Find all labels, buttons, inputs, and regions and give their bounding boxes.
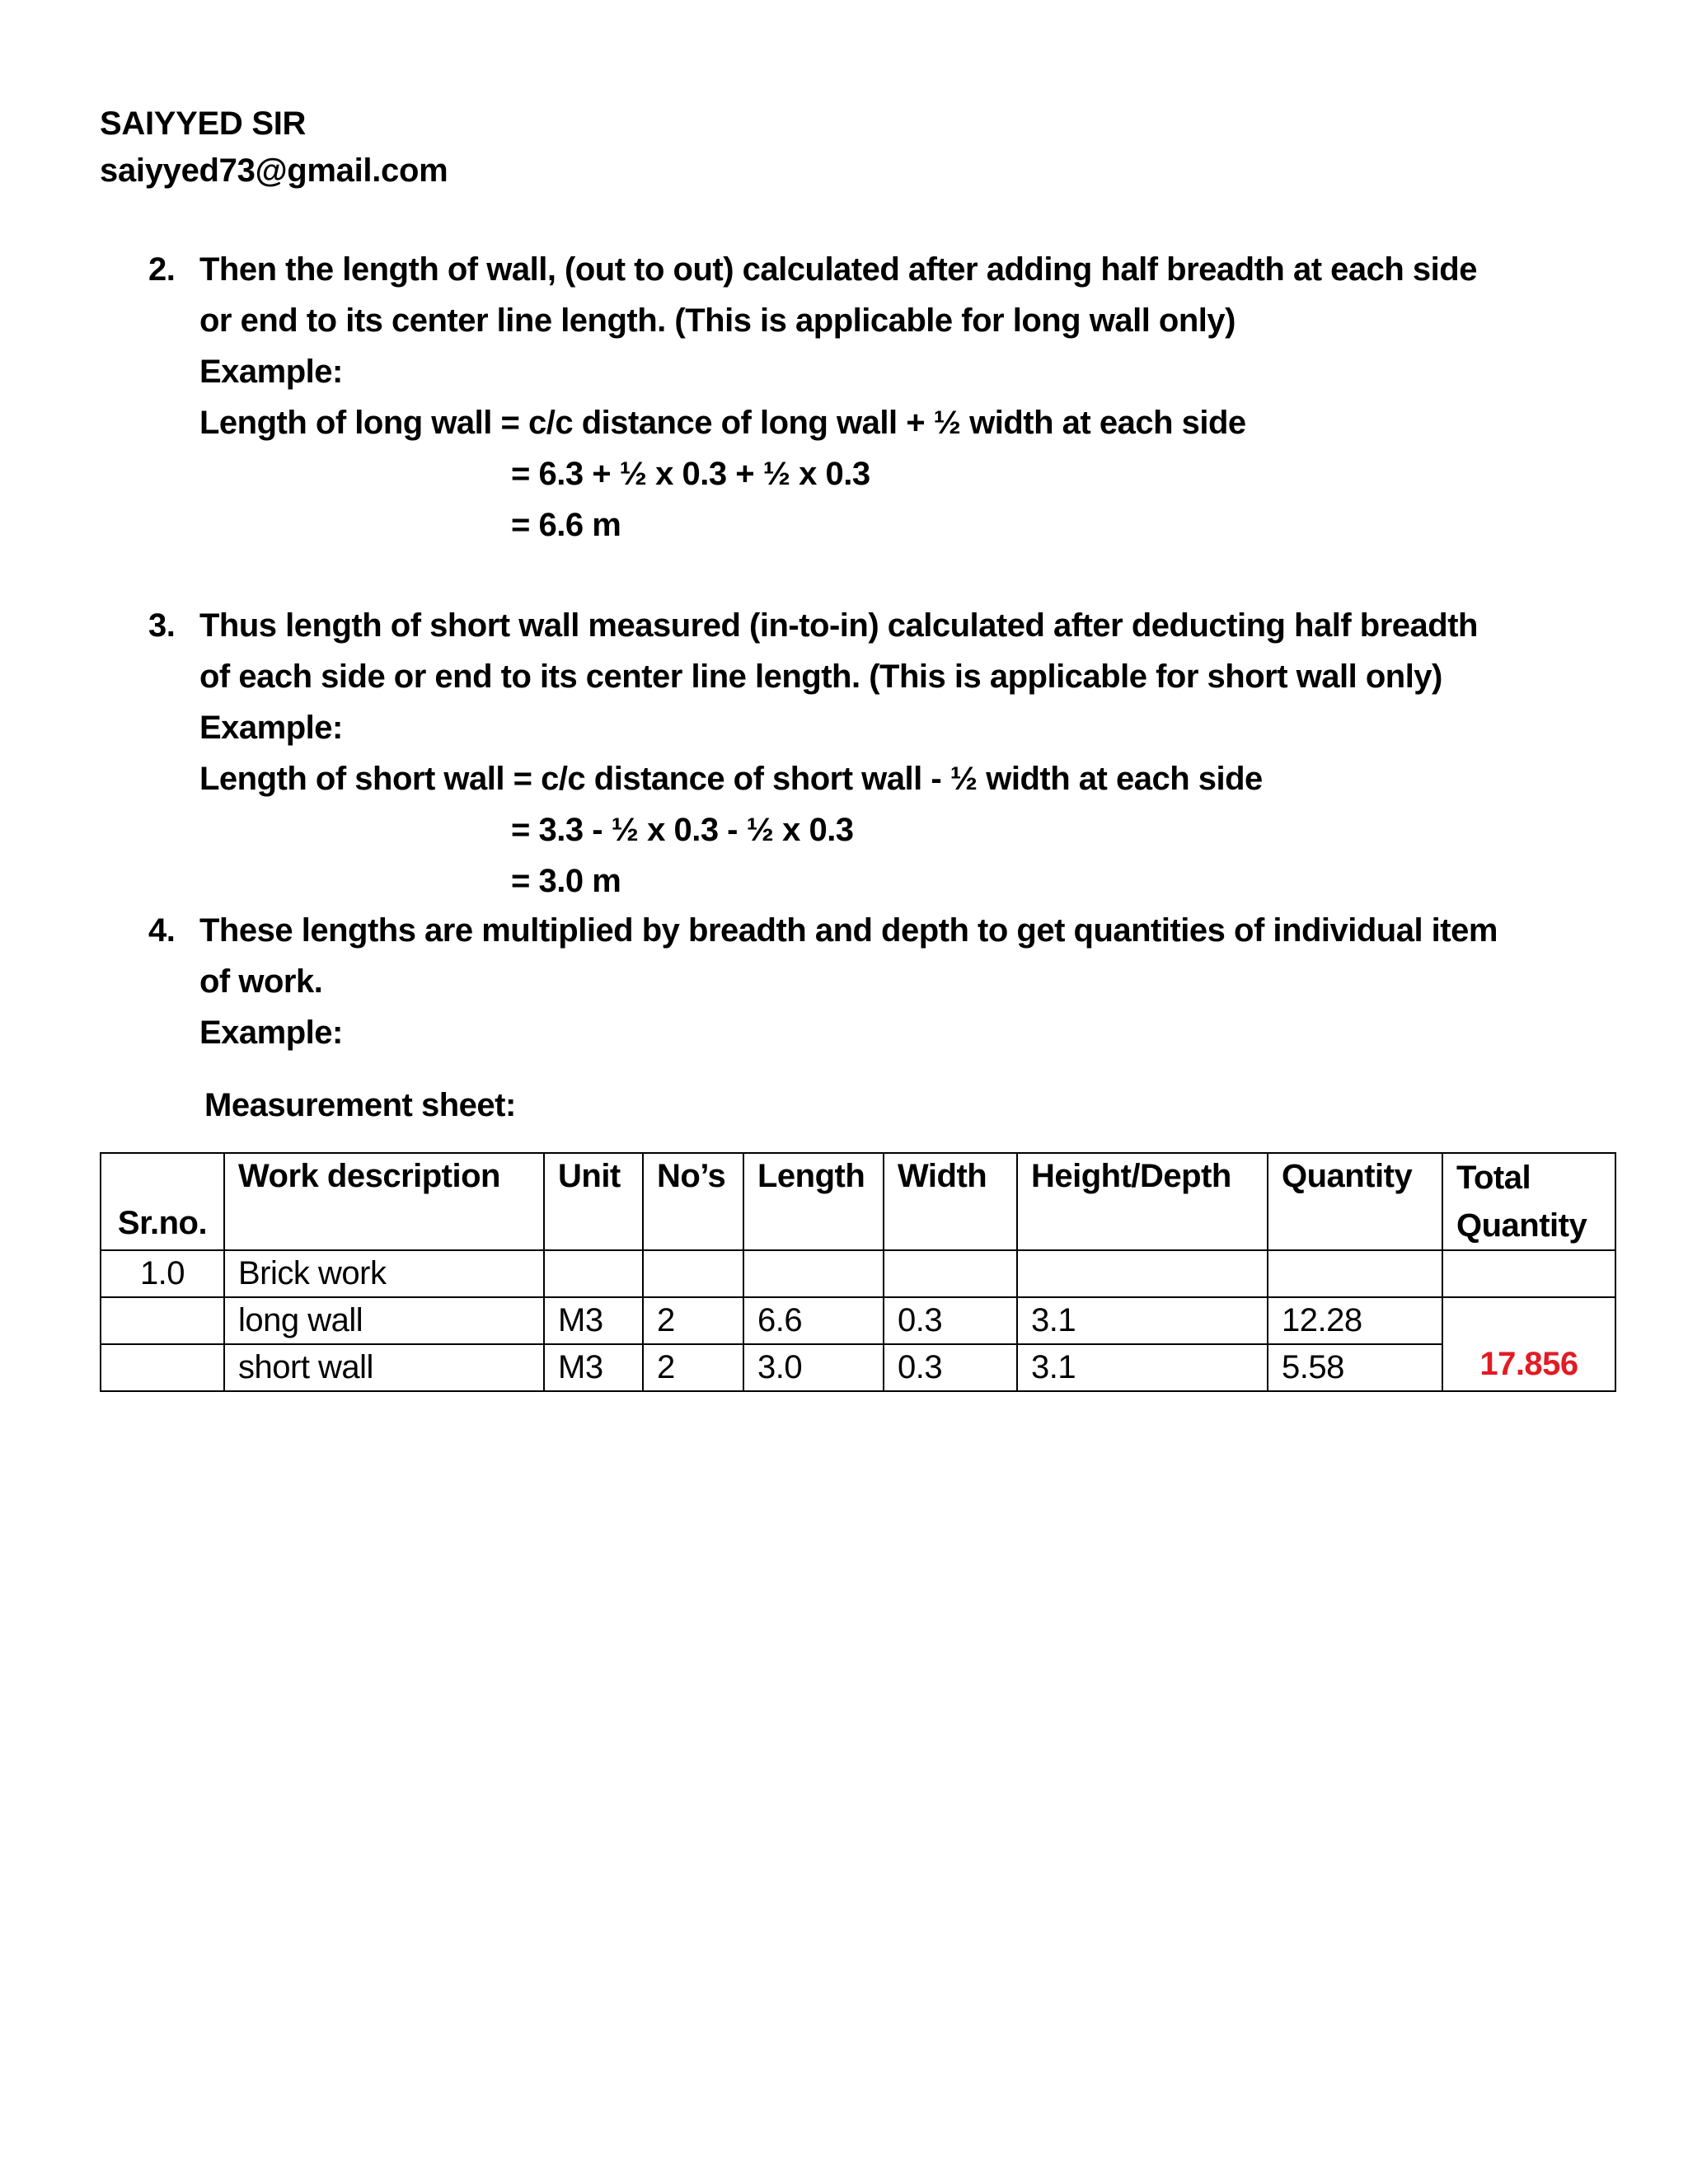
formula: Length of short wall = c/c distance of short wall - ½ width at each side [199, 761, 1263, 797]
author-name: SAIYYED SIR [100, 105, 307, 142]
list-item-2 [148, 244, 1477, 551]
cell-length: 3.0 [743, 1344, 884, 1391]
formula-step: = 3.3 - ½ x 0.3 - ½ x 0.3 [511, 812, 854, 848]
item-number: 3. [148, 607, 176, 644]
author-block [100, 101, 448, 194]
example-label: Example: [199, 1015, 343, 1051]
item-number: 4. [148, 912, 176, 949]
item-text-line: or end to its center line length. (This is applicable for long wall only) [199, 302, 1236, 339]
header-total-line1: Total [1442, 1153, 1615, 1202]
formula-result: = 3.0 m [511, 863, 621, 899]
cell-description: Brick work [224, 1250, 544, 1297]
cell-height: 3.1 [1017, 1297, 1268, 1344]
example-label: Example: [199, 354, 343, 390]
cell-length: 6.6 [743, 1297, 884, 1344]
list-item-4 [148, 905, 1498, 1058]
cell-quantity: 5.58 [1268, 1344, 1442, 1391]
header-sr-no: Sr.no. [101, 1153, 224, 1250]
header-height-depth: Height/Depth [1017, 1153, 1268, 1250]
table-row [101, 1344, 1615, 1391]
cell-unit: M3 [544, 1297, 643, 1344]
measurement-table [100, 1152, 1616, 1392]
cell-quantity [1268, 1250, 1442, 1297]
cell-width: 0.3 [884, 1344, 1017, 1391]
header-total-line2: Quantity [1442, 1202, 1615, 1250]
formula-step: = 6.3 + ½ x 0.3 + ½ x 0.3 [511, 456, 870, 492]
example-label: Example: [199, 710, 343, 746]
cell-sr-no [101, 1297, 224, 1344]
cell-total [1442, 1250, 1615, 1297]
item-text-line: Thus length of short wall measured (in-to-in) calculated after deducting half breadth [199, 607, 1478, 644]
cell-length [743, 1250, 884, 1297]
formula-result: = 6.6 m [511, 507, 621, 543]
header-length: Length [743, 1153, 884, 1250]
cell-quantity: 12.28 [1268, 1297, 1442, 1344]
cell-unit: M3 [544, 1344, 643, 1391]
header-quantity: Quantity [1268, 1153, 1442, 1250]
item-text-line: These lengths are multiplied by breadth and depth to get quantities of individual item [199, 912, 1498, 949]
header-nos: No’s [643, 1153, 743, 1250]
cell-nos: 2 [643, 1344, 743, 1391]
cell-description: long wall [224, 1297, 544, 1344]
header-unit: Unit [544, 1153, 643, 1250]
cell-height [1017, 1250, 1268, 1297]
table-row [101, 1297, 1615, 1344]
header-work-description: Work description [224, 1153, 544, 1250]
list-item-3 [148, 600, 1478, 907]
item-text-line: of each side or end to its center line length. (This is applicable for short wall only) [199, 658, 1442, 695]
header-width: Width [884, 1153, 1017, 1250]
table-header-row [101, 1153, 1615, 1202]
author-email: saiyyed73@gmail.com [100, 152, 448, 189]
item-text-line: Then the length of wall, (out to out) calculated after adding half breadth at each side [199, 251, 1477, 288]
cell-width: 0.3 [884, 1297, 1017, 1344]
total-quantity-value: 17.856 [1479, 1346, 1578, 1382]
cell-nos: 2 [643, 1297, 743, 1344]
cell-description: short wall [224, 1344, 544, 1391]
cell-unit [544, 1250, 643, 1297]
item-text-line: of work. [199, 963, 323, 1000]
cell-sr-no [101, 1344, 224, 1391]
item-number: 2. [148, 251, 176, 288]
formula: Length of long wall = c/c distance of long wall + ½ width at each side [199, 405, 1246, 441]
cell-total-quantity [1442, 1297, 1615, 1391]
table-row [101, 1250, 1615, 1297]
cell-sr-no: 1.0 [101, 1250, 224, 1297]
cell-height: 3.1 [1017, 1344, 1268, 1391]
cell-nos [643, 1250, 743, 1297]
cell-width [884, 1250, 1017, 1297]
measurement-sheet-label: Measurement sheet: [204, 1087, 516, 1123]
